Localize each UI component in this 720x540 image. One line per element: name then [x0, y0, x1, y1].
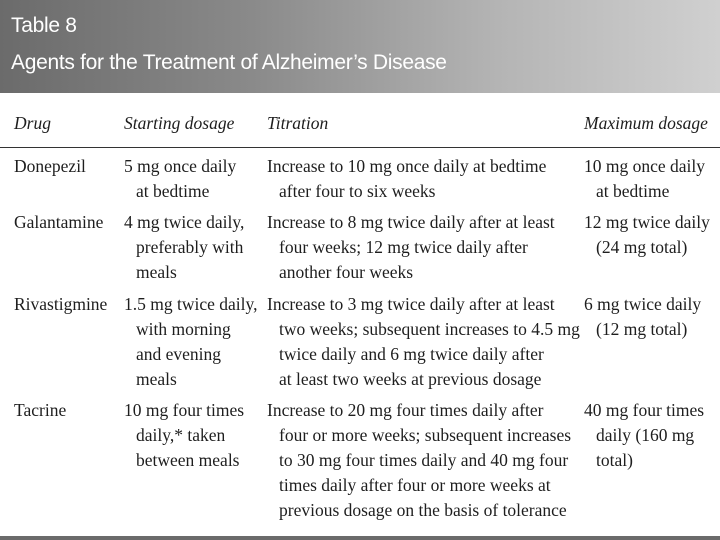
titration-cell: Increase to 8 mg twice daily after at least four weeks; 12 mg twice daily after another four weeks: [267, 212, 555, 282]
titration-cell: Increase to 10 mg once daily at bedtime after four to six weeks: [267, 156, 547, 201]
table-header-band: [0, 0, 720, 93]
column-header-starting-dosage: Starting dosage: [124, 113, 235, 133]
starting-dosage-cell: 10 mg four times daily,* taken between meals: [124, 400, 245, 470]
table-row-donepezil: [0, 154, 720, 210]
maximum-dosage-cell: 10 mg once daily at bedtime: [584, 156, 706, 201]
starting-dosage-cell: 1.5 mg twice daily, with morning and evening meals: [124, 294, 258, 389]
column-header-titration: Titration: [267, 113, 329, 133]
table-header-row: [0, 93, 720, 148]
table-title: Agents for the Treatment of Alzheimer’s Disease: [11, 51, 447, 74]
starting-dosage-cell: 5 mg once daily at bedtime: [124, 156, 237, 201]
table-row-galantamine: [0, 210, 720, 292]
bottom-rule: [0, 536, 720, 540]
table-number: Table 8: [11, 14, 77, 37]
maximum-dosage-cell: 12 mg twice daily (24 mg total): [584, 212, 710, 257]
drug-cell: Tacrine: [14, 400, 67, 420]
titration-cell: Increase to 3 mg twice daily after at least two weeks; subsequent increases to 4.5 mg twice daily and 6 mg twice daily after at least two weeks at previous dosage: [267, 294, 580, 389]
starting-dosage-cell: 4 mg twice daily, preferably with meals: [124, 212, 245, 282]
drug-cell: Galantamine: [14, 212, 104, 232]
table-row-tacrine: [0, 398, 720, 528]
table-row-rivastigmine: [0, 292, 720, 398]
dosage-table: [0, 93, 720, 528]
maximum-dosage-cell: 40 mg four times daily (160 mg total): [584, 400, 705, 470]
column-header-maximum-dosage: Maximum dosage: [584, 113, 708, 133]
titration-cell: Increase to 20 mg four times daily after four or more weeks; subsequent increases to 30 mg four times daily and 40 mg four times daily after four or more weeks at previous dosage on the basis of tolerance: [267, 400, 572, 520]
column-header-drug: Drug: [14, 113, 51, 133]
maximum-dosage-cell: 6 mg twice daily (12 mg total): [584, 294, 702, 339]
drug-cell: Rivastigmine: [14, 294, 108, 314]
drug-cell: Donepezil: [14, 156, 86, 176]
